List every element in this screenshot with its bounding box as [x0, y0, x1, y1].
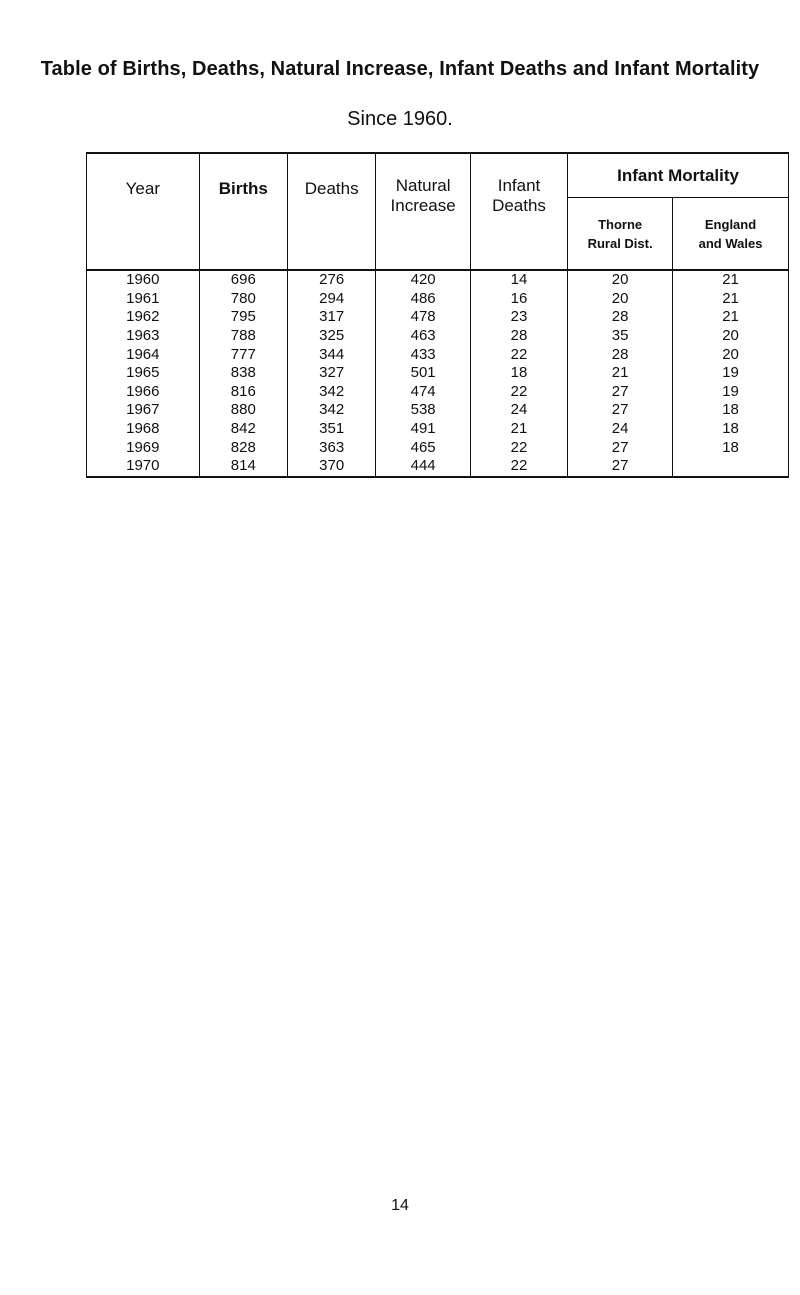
cell-year: 1970 [87, 457, 200, 477]
statistics-table [86, 152, 789, 478]
page-subtitle: Since 1960. [347, 108, 453, 130]
table-row [87, 364, 789, 383]
header-natural-increase [376, 153, 471, 270]
cell-births: 816 [199, 383, 287, 402]
cell-natural-increase: 463 [376, 327, 471, 346]
header-births-label: Births [218, 179, 268, 198]
cell-england: 18 [673, 401, 789, 420]
cell-deaths: 294 [287, 290, 375, 309]
cell-deaths: 344 [287, 345, 375, 364]
header-england-line1: England [704, 216, 757, 232]
header-infant-deaths-line1: Infant [497, 176, 541, 195]
cell-england: 19 [673, 383, 789, 402]
cell-deaths: 363 [287, 438, 375, 457]
cell-infant-deaths: 16 [470, 290, 567, 309]
header-year-label: Year [125, 179, 160, 198]
cell-natural-increase: 433 [376, 345, 471, 364]
cell-thorne: 27 [568, 401, 673, 420]
header-thorne-line2: Rural Dist. [587, 235, 653, 251]
cell-natural-increase: 478 [376, 308, 471, 327]
cell-births: 788 [199, 327, 287, 346]
cell-thorne: 27 [568, 457, 673, 477]
cell-thorne: 27 [568, 383, 673, 402]
cell-infant-deaths: 18 [470, 364, 567, 383]
cell-england: 18 [673, 438, 789, 457]
cell-infant-deaths: 22 [470, 438, 567, 457]
page-title: Table of Births, Deaths, Natural Increase, Infant Deaths and Infant Mortality [40, 58, 760, 80]
cell-thorne: 20 [568, 270, 673, 290]
cell-natural-increase: 444 [376, 457, 471, 477]
cell-deaths: 370 [287, 457, 375, 477]
cell-deaths: 325 [287, 327, 375, 346]
cell-infant-deaths: 22 [470, 457, 567, 477]
cell-births: 842 [199, 420, 287, 439]
cell-year: 1966 [87, 383, 200, 402]
cell-year: 1960 [87, 270, 200, 290]
header-year [87, 153, 200, 270]
cell-natural-increase: 486 [376, 290, 471, 309]
cell-births: 780 [199, 290, 287, 309]
cell-england: 21 [673, 270, 789, 290]
cell-deaths: 276 [287, 270, 375, 290]
cell-england: 20 [673, 327, 789, 346]
cell-natural-increase: 538 [376, 401, 471, 420]
table-row [87, 345, 789, 364]
cell-england: 19 [673, 364, 789, 383]
cell-england: 21 [673, 290, 789, 309]
header-thorne-line1: Thorne [598, 216, 643, 232]
header-births [199, 153, 287, 270]
cell-thorne: 20 [568, 290, 673, 309]
cell-thorne: 28 [568, 308, 673, 327]
cell-year: 1962 [87, 308, 200, 327]
cell-year: 1964 [87, 345, 200, 364]
header-deaths-label: Deaths [304, 179, 359, 198]
cell-year: 1967 [87, 401, 200, 420]
page-number: 14 [391, 1197, 409, 1214]
cell-births: 828 [199, 438, 287, 457]
cell-natural-increase: 491 [376, 420, 471, 439]
cell-infant-deaths: 22 [470, 383, 567, 402]
cell-births: 814 [199, 457, 287, 477]
cell-natural-increase: 420 [376, 270, 471, 290]
cell-deaths: 342 [287, 383, 375, 402]
cell-births: 696 [199, 270, 287, 290]
cell-england: 18 [673, 420, 789, 439]
cell-year: 1963 [87, 327, 200, 346]
cell-year: 1968 [87, 420, 200, 439]
cell-deaths: 342 [287, 401, 375, 420]
cell-thorne: 21 [568, 364, 673, 383]
cell-infant-deaths: 21 [470, 420, 567, 439]
table-row [87, 383, 789, 402]
cell-infant-deaths: 22 [470, 345, 567, 364]
cell-england [673, 457, 789, 477]
header-natural-increase-line1: Natural [395, 176, 451, 195]
table-header [87, 153, 789, 270]
cell-infant-deaths: 23 [470, 308, 567, 327]
table-row [87, 401, 789, 420]
header-infant-deaths [470, 153, 567, 270]
header-natural-increase-line2: Increase [390, 196, 456, 215]
cell-england: 20 [673, 345, 789, 364]
cell-thorne: 28 [568, 345, 673, 364]
header-thorne [568, 198, 673, 270]
cell-year: 1965 [87, 364, 200, 383]
cell-births: 880 [199, 401, 287, 420]
table-row [87, 420, 789, 439]
table-row [87, 438, 789, 457]
cell-infant-deaths: 28 [470, 327, 567, 346]
cell-natural-increase: 474 [376, 383, 471, 402]
table-row [87, 308, 789, 327]
cell-natural-increase: 465 [376, 438, 471, 457]
cell-thorne: 24 [568, 420, 673, 439]
header-infant-deaths-line2: Deaths [492, 196, 546, 215]
cell-year: 1969 [87, 438, 200, 457]
cell-infant-deaths: 14 [470, 270, 567, 290]
cell-thorne: 27 [568, 438, 673, 457]
cell-deaths: 351 [287, 420, 375, 439]
header-deaths [287, 153, 375, 270]
table-row [87, 457, 789, 477]
table-row [87, 290, 789, 309]
table-row [87, 327, 789, 346]
cell-infant-deaths: 24 [470, 401, 567, 420]
cell-deaths: 317 [287, 308, 375, 327]
cell-deaths: 327 [287, 364, 375, 383]
cell-births: 777 [199, 345, 287, 364]
header-england-line2: and Wales [698, 235, 763, 251]
cell-births: 838 [199, 364, 287, 383]
header-infant-mortality: Infant Mortality [568, 153, 789, 198]
cell-thorne: 35 [568, 327, 673, 346]
cell-natural-increase: 501 [376, 364, 471, 383]
cell-england: 21 [673, 308, 789, 327]
cell-year: 1961 [87, 290, 200, 309]
table-row [87, 270, 789, 290]
cell-births: 795 [199, 308, 287, 327]
header-england [673, 198, 789, 270]
table-body [87, 270, 789, 477]
